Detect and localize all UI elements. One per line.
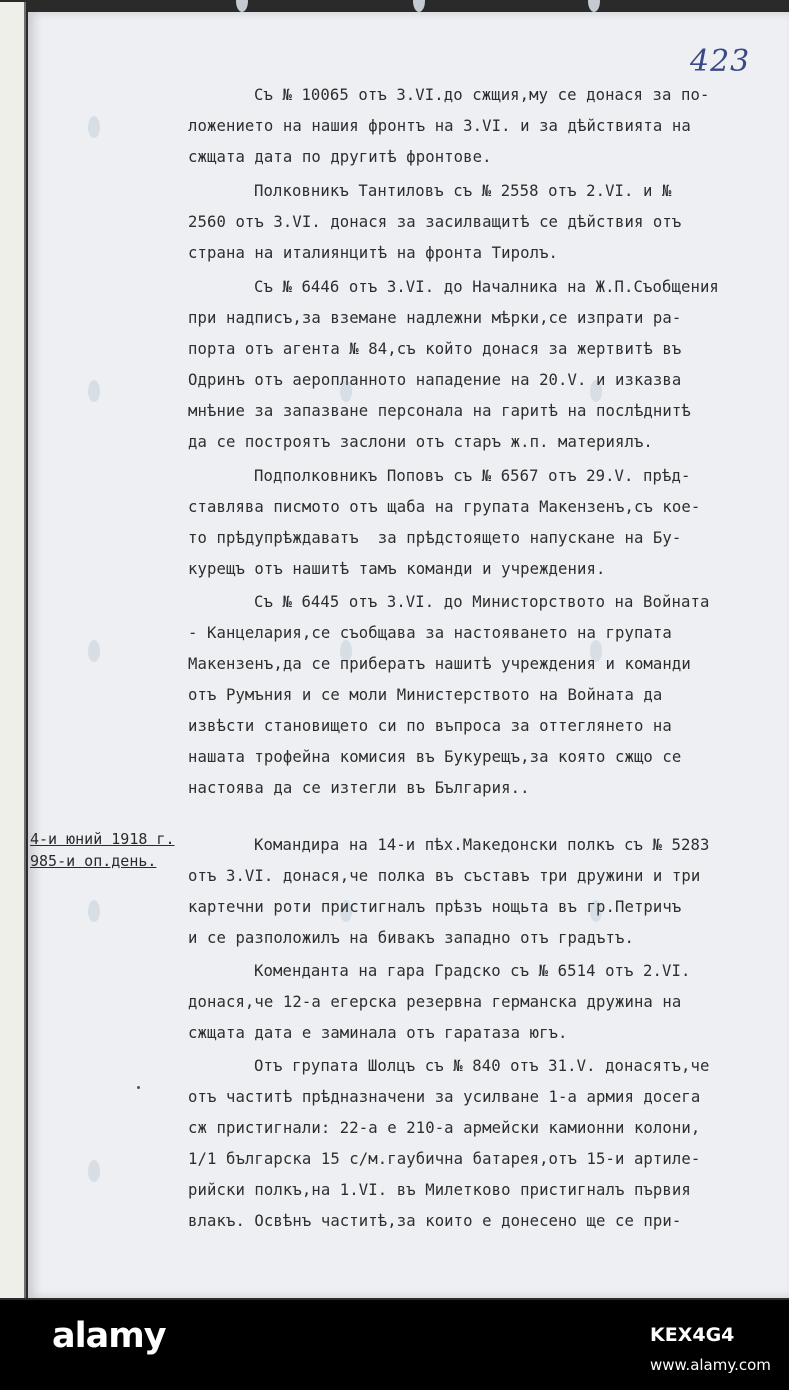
text-line: Командира на 14-и пѣх.Македонски полкъ съ № 5283 — [254, 836, 710, 854]
text-line: Съ № 6446 отъ 3.VI. до Началника на Ж.П.Съобщения — [254, 278, 719, 296]
alamy-logo: alamy — [52, 1316, 166, 1356]
text-line: отъ 3.VI. донася,че полка въ съставъ три дружини и три — [188, 867, 701, 885]
watermark-mark — [88, 1160, 100, 1182]
text-line: Коменданта на гара Градско съ № 6514 отъ 2.VI. — [254, 962, 691, 980]
text-line: Полковникъ Тантиловъ съ № 2558 отъ 2.VI. и № — [254, 182, 672, 200]
text-line: при надписъ,за вземане надлежни мѣрки,се изпрати ра- — [188, 309, 682, 327]
text-line: Съ № 10065 отъ 3.VI.до сжщия,му се донася за по- — [254, 86, 710, 104]
watermark-mark — [88, 640, 100, 662]
text-line: - Канцелария,се съобщава за настояването на групата — [188, 624, 672, 642]
text-line: сжщата дата е заминала отъ гаратаза югъ. — [188, 1024, 568, 1042]
watermark-mark — [88, 380, 100, 402]
text-line: 1/1 българска 15 с/м.гаубична батарея,отъ 15-и артиле- — [188, 1150, 701, 1168]
text-line: сж пристигнали: 22-а е 210-а армейски камионни колони, — [188, 1119, 701, 1137]
text-line: Макензенъ,да се прибератъ нашитѣ учреждения и команди — [188, 655, 691, 673]
margin-day-note: 985-и оп.день. — [30, 852, 157, 870]
text-line: мнѣние за запазване персонала на гаритѣ на послѣднитѣ — [188, 402, 691, 420]
text-line: курещъ отъ нашитѣ тамъ команди и учреждения. — [188, 560, 606, 578]
footer-url: www.alamy.com — [650, 1356, 771, 1374]
text-line: Одринъ отъ аеропланното нападение на 20.V. и изказва — [188, 371, 682, 389]
text-line: извѣсти становището си по въпроса за оттеглянето на — [188, 717, 672, 735]
text-line: порта отъ агента № 84,съ който донася за жертвитѣ въ — [188, 340, 682, 358]
text-line: Подполковникъ Поповъ съ № 6567 отъ 29.V. прѣд- — [254, 467, 691, 485]
text-line: картечни роти пристигналъ прѣзъ нощьта въ гр.Петричъ — [188, 898, 682, 916]
ink-dot — [137, 1086, 140, 1089]
text-line: Съ № 6445 отъ 3.VI. до Министорството на Войната — [254, 593, 710, 611]
margin-date-note: 4-и юний 1918 г. — [30, 830, 175, 848]
image-code: KEX4G4 — [650, 1324, 735, 1346]
text-line: 2560 отъ 3.VI. донася за засилващитѣ се дѣйствия отъ — [188, 213, 682, 231]
text-line: рийски полкъ,на 1.VI. въ Милетково пристигналъ първия — [188, 1181, 691, 1199]
text-line: да се построятъ заслони отъ старъ ж.п. материялъ. — [188, 433, 653, 451]
facing-page-edge — [0, 2, 26, 1298]
text-line: Отъ групата Шолцъ съ № 840 отъ 31.V. донасятъ,че — [254, 1057, 710, 1075]
folio-number: 423 — [690, 44, 751, 79]
text-line: страна на италиянцитѣ на фронта Тиролъ. — [188, 244, 559, 262]
text-line: ложението на нашия фронтъ на 3.VI. и за дѣйствията на — [188, 117, 691, 135]
text-line: ставлява писмото отъ щаба на групата Макензенъ,съ кое- — [188, 498, 701, 516]
text-line: нашата трофейна комисия въ Букурещъ,за която сжщо се — [188, 748, 682, 766]
text-line: настоява да се изтегли въ България.. — [188, 779, 530, 797]
text-line: сжщата дата по другитѣ фронтове. — [188, 148, 492, 166]
text-line: донася,че 12-а егерска резервна германска дружина на — [188, 993, 682, 1011]
watermark-mark — [88, 900, 100, 922]
text-line: влакъ. Освѣнъ частитѣ,за които е донесено ще се при- — [188, 1212, 682, 1230]
text-line: и се разположилъ на бивакъ западно отъ градътъ. — [188, 929, 634, 947]
text-line: то прѣдупрѣждаватъ за прѣдстоящето напускане на Бу- — [188, 529, 682, 547]
text-line: отъ частитѣ прѣдназначени за усилване 1-а армия досега — [188, 1088, 701, 1106]
text-line: отъ Румъния и се моли Министерството на Войната да — [188, 686, 663, 704]
watermark-mark — [88, 116, 100, 138]
